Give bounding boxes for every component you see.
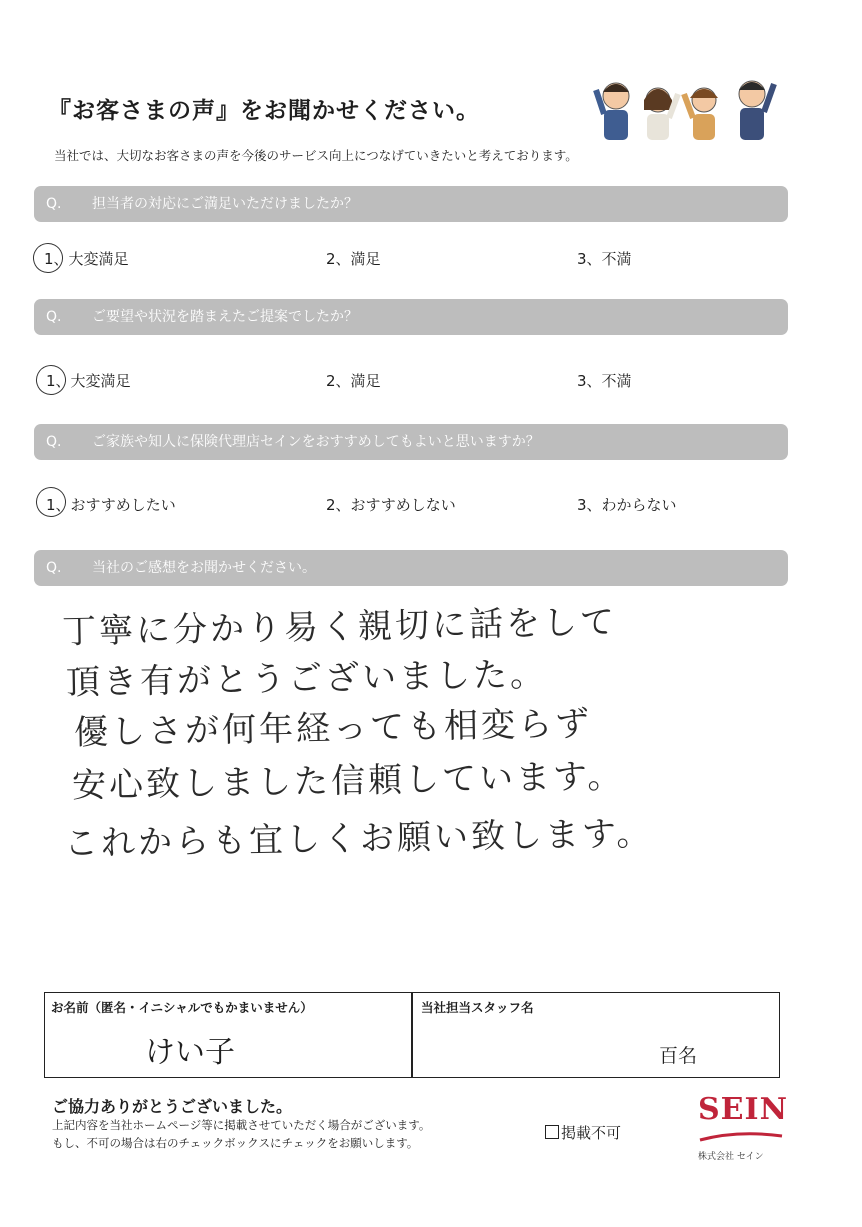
- comment-line-5: これからも宜しくお願い致します。: [63, 813, 654, 864]
- logo-word: SEIN: [698, 1092, 788, 1127]
- comment-line-2: 頂き有がとうございました。: [65, 654, 548, 703]
- note-line-2: もし、不可の場合は右のチェックボックスにチェックをお願いします。: [52, 1136, 419, 1150]
- question-marker: Q.: [46, 560, 62, 576]
- staff-label: 当社担当スタッフ名: [421, 1000, 534, 1015]
- question-bar-4: [34, 550, 788, 586]
- person-icon: [644, 88, 678, 140]
- question-marker: Q.: [46, 309, 62, 325]
- table-divider: [411, 993, 413, 1077]
- no-publish-checkbox[interactable]: [545, 1125, 559, 1139]
- person-icon: [596, 83, 629, 140]
- question-marker: Q.: [46, 434, 62, 450]
- q2-option-2[interactable]: 2、満足: [326, 372, 381, 390]
- comment-line-3: 優しさが何年経っても相変らず: [73, 703, 593, 753]
- q3-option-3[interactable]: 3、わからない: [577, 496, 677, 514]
- q2-option-1[interactable]: 1、大変満足: [46, 372, 131, 390]
- sein-logo: [698, 1092, 788, 1162]
- name-value[interactable]: けい子: [145, 1035, 235, 1070]
- note-line-1: 上記内容を当社ホームページ等に掲載させていただく場合がございます。: [52, 1118, 431, 1132]
- question-marker: Q.: [46, 196, 62, 212]
- q3-option-2[interactable]: 2、おすすめしない: [326, 496, 456, 514]
- no-publish-option[interactable]: [545, 1122, 621, 1143]
- question-bar-2: [34, 299, 788, 335]
- staff-value[interactable]: 百名: [659, 1045, 698, 1067]
- question-bar-1: [34, 186, 788, 222]
- name-label: お名前（匿名・イニシャルでもかまいません）: [51, 1000, 313, 1015]
- thanks-text: ご協力ありがとうございました。: [52, 1097, 293, 1116]
- intro-text: 当社では、大切なお客さまの声を今後のサービス向上につなげていきたいと考えております。: [54, 148, 578, 163]
- q1-option-2[interactable]: 2、満足: [326, 250, 381, 268]
- q1-option-1[interactable]: 1、大変満足: [44, 250, 129, 268]
- question-text: 担当者の対応にご満足いただけましたか？: [92, 196, 358, 212]
- question-text: 当社のご感想をお聞かせください。: [92, 560, 316, 576]
- person-icon: [684, 88, 718, 140]
- name-staff-table: [44, 992, 780, 1078]
- logo-swoosh-icon: [698, 1132, 784, 1142]
- q2-option-3[interactable]: 3、不満: [577, 372, 632, 390]
- question-bar-3: [34, 424, 788, 460]
- person-icon: [739, 81, 774, 140]
- q3-option-1[interactable]: 1、おすすめしたい: [46, 496, 176, 514]
- logo-company: 株式会社 セイン: [698, 1152, 764, 1162]
- comment-line-4: 安心致しました信頼しています。: [71, 756, 625, 806]
- page-title: 『お客さまの声』をお聞かせください。: [48, 98, 480, 124]
- comment-line-1: 丁寧に分かり易く親切に話をして: [61, 602, 618, 652]
- question-text: ご要望や状況を踏まえたご提案でしたか？: [92, 309, 358, 325]
- staff-illustration: [592, 70, 782, 142]
- q1-option-3[interactable]: 3、不満: [577, 250, 632, 268]
- question-text: ご家族や知人に保険代理店セインをおすすめしてもよいと思いますか？: [92, 434, 540, 450]
- no-publish-label: 掲載不可: [561, 1124, 622, 1142]
